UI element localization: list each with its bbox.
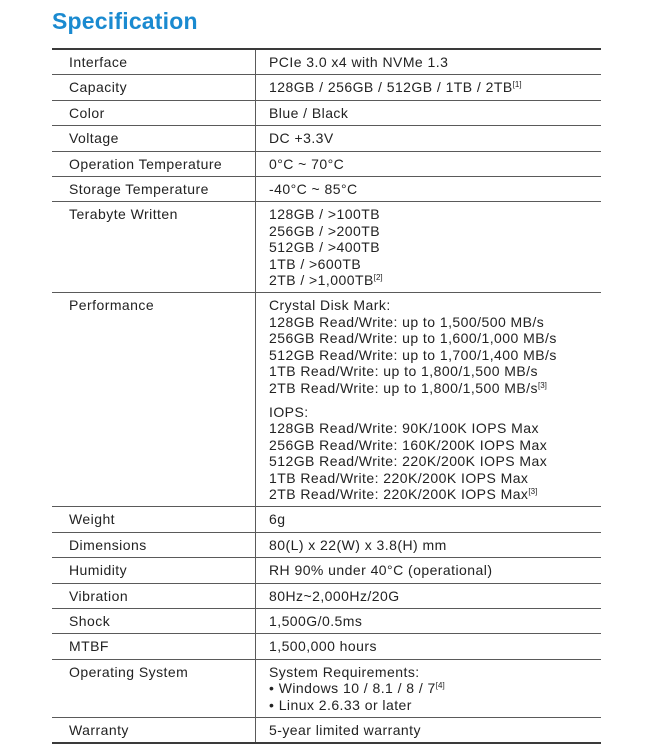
spec-row-dimensions — [52, 532, 601, 557]
spec-row-storage-temperature — [52, 177, 601, 202]
iops-line: 1TB Read/Write: 220K/200K IOPS Max — [269, 469, 529, 486]
spec-label: Dimensions — [52, 532, 256, 557]
spec-value: Blue / Black — [256, 100, 602, 125]
crystal-disk-mark-line: 256GB Read/Write: up to 1,600/1,000 MB/s — [269, 330, 557, 347]
spec-label: Terabyte Written — [52, 202, 256, 293]
crystal-disk-mark-line: 512GB Read/Write: up to 1,700/1,400 MB/s — [269, 346, 557, 363]
footnote-marker: [2] — [373, 273, 383, 283]
spec-label: Warranty — [52, 718, 256, 744]
spec-value: 1,500G/0.5ms — [256, 608, 602, 633]
spec-value: 80(L) x 22(W) x 3.8(H) mm — [256, 532, 602, 557]
tbw-line-with-note — [269, 272, 601, 288]
footnote-marker: [3] — [537, 380, 547, 390]
spec-row-operation-temperature — [52, 151, 601, 176]
crystal-disk-mark-line: 1TB Read/Write: up to 1,800/1,500 MB/s — [269, 363, 538, 380]
spec-row-warranty — [52, 718, 601, 744]
spec-label: Operating System — [52, 659, 256, 717]
iops-line: 512GB Read/Write: 220K/200K IOPS Max — [269, 453, 548, 470]
spec-value-cell — [256, 75, 602, 100]
spec-value-cell — [256, 659, 602, 717]
spec-label: Vibration — [52, 583, 256, 608]
spec-row-capacity — [52, 75, 601, 100]
spec-row-performance — [52, 293, 601, 507]
spec-value: 0°C ~ 70°C — [256, 151, 602, 176]
spec-row-weight — [52, 507, 601, 532]
page-title: Specification — [52, 8, 198, 34]
tbw-line: 512GB / >400TB — [269, 239, 380, 256]
spec-label: MTBF — [52, 634, 256, 659]
spec-row-shock — [52, 608, 601, 633]
iops-line: 2TB Read/Write: 220K/200K IOPS Max — [269, 485, 529, 502]
specification-table — [52, 48, 601, 744]
spec-value: PCIe 3.0 x4 with NVMe 1.3 — [256, 49, 602, 75]
tbw-line: 256GB / >200TB — [269, 222, 380, 239]
spec-row-operating-system — [52, 659, 601, 717]
crystal-disk-mark-line-with-note — [269, 380, 601, 396]
system-requirements-heading: System Requirements: — [269, 663, 420, 680]
iops-heading: IOPS: — [269, 403, 309, 420]
spec-value: 5-year limited warranty — [256, 718, 602, 744]
tbw-line: 1TB / >600TB — [269, 255, 362, 272]
spec-label: Operation Temperature — [52, 151, 256, 176]
spec-row-vibration — [52, 583, 601, 608]
os-item: • Windows 10 / 8.1 / 8 / 7 — [269, 680, 436, 697]
spec-label: Humidity — [52, 558, 256, 583]
spec-row-color — [52, 100, 601, 125]
spec-value: 6g — [256, 507, 602, 532]
spec-value: DC +3.3V — [256, 126, 602, 151]
spec-value-cell — [256, 202, 602, 293]
spec-value: -40°C ~ 85°C — [256, 177, 602, 202]
tbw-line: 2TB / >1,000TB — [269, 272, 374, 289]
spec-label: Shock — [52, 608, 256, 633]
spec-row-terabyte-written — [52, 202, 601, 293]
iops-line: 256GB Read/Write: 160K/200K IOPS Max — [269, 436, 548, 453]
spec-row-mtbf — [52, 634, 601, 659]
spec-label: Performance — [52, 293, 256, 507]
iops-line-with-note — [269, 486, 601, 502]
spec-value: 1,500,000 hours — [256, 634, 602, 659]
spec-row-voltage — [52, 126, 601, 151]
tbw-line: 128GB / >100TB — [269, 206, 380, 223]
spec-value: 80Hz~2,000Hz/20G — [256, 583, 602, 608]
iops-line: 128GB Read/Write: 90K/100K IOPS Max — [269, 420, 539, 437]
spec-row-interface — [52, 49, 601, 75]
spec-label: Color — [52, 100, 256, 125]
os-item: • Linux 2.6.33 or later — [269, 696, 412, 713]
spec-label: Capacity — [52, 75, 256, 100]
spec-value-cell — [256, 293, 602, 507]
spec-value: RH 90% under 40°C (operational) — [256, 558, 602, 583]
spec-row-humidity — [52, 558, 601, 583]
os-item-with-note — [269, 680, 601, 696]
footnote-marker: [3] — [528, 486, 538, 496]
spec-label: Interface — [52, 49, 256, 75]
footnote-marker: [4] — [435, 681, 445, 691]
footnote-marker: [1] — [512, 80, 522, 90]
spec-label: Weight — [52, 507, 256, 532]
spec-value: 128GB / 256GB / 512GB / 1TB / 2TB — [269, 79, 513, 96]
crystal-disk-mark-line: 128GB Read/Write: up to 1,500/500 MB/s — [269, 313, 545, 330]
spec-label: Voltage — [52, 126, 256, 151]
spec-label: Storage Temperature — [52, 177, 256, 202]
crystal-disk-mark-heading: Crystal Disk Mark: — [269, 297, 391, 314]
crystal-disk-mark-line: 2TB Read/Write: up to 1,800/1,500 MB/s — [269, 379, 538, 396]
